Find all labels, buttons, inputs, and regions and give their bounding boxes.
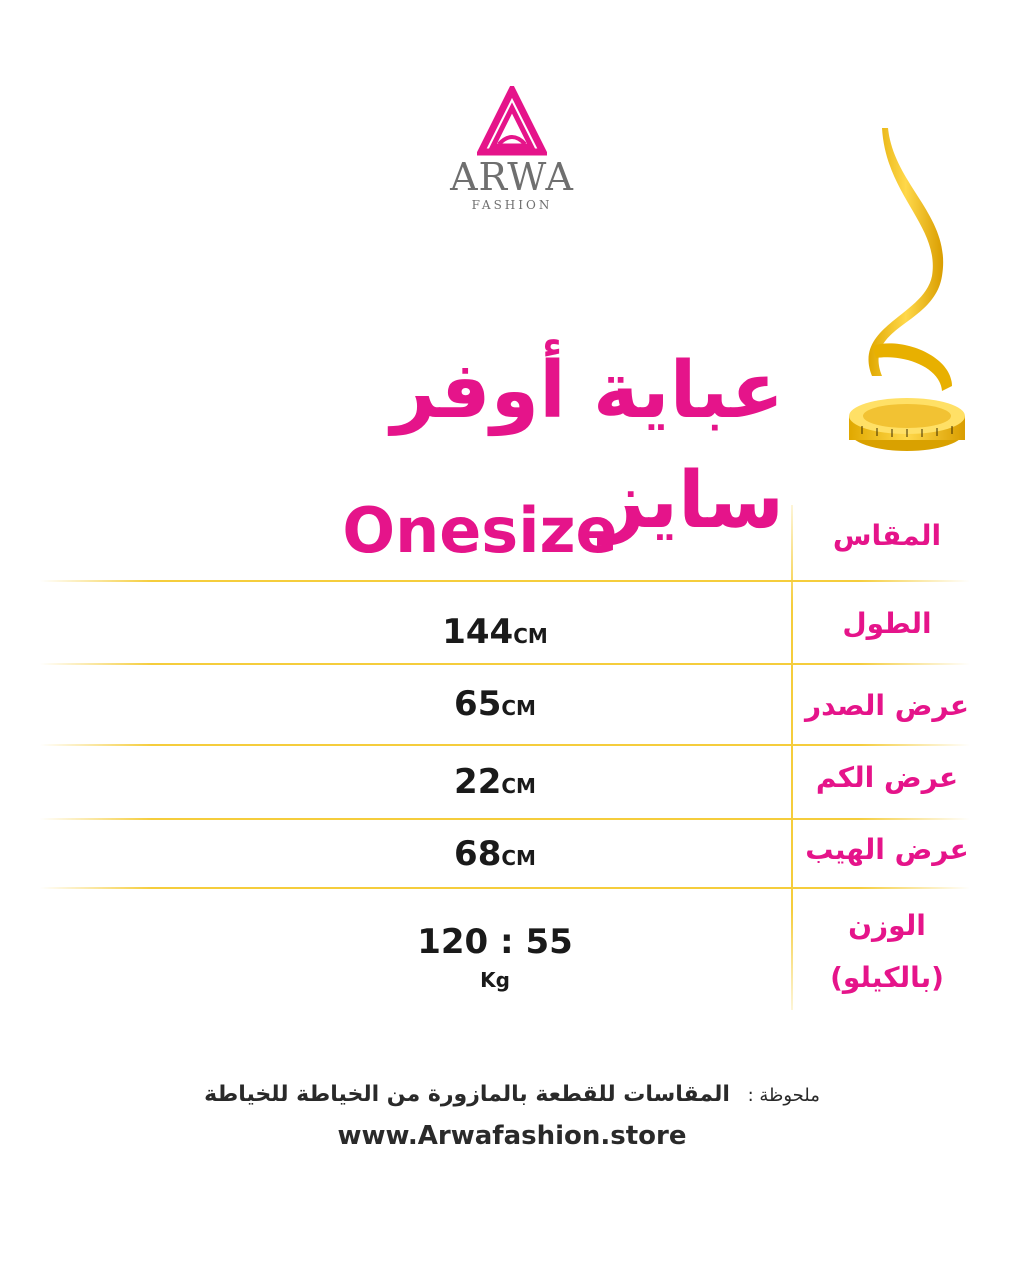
chest-width-value — [40, 684, 950, 724]
table-row-divider — [40, 580, 970, 582]
weight-label-unit: (بالكيلو) — [830, 961, 944, 994]
weight-unit: Kg — [480, 968, 510, 992]
length-label: الطول — [842, 607, 932, 640]
brand-name: ARWA — [450, 155, 574, 199]
page-title: عباية أوفر سايز — [391, 346, 784, 546]
table-row-divider — [40, 663, 970, 665]
brand-subtitle: FASHION — [471, 198, 553, 212]
length-value — [40, 612, 950, 652]
note-prefix: ملحوظة : — [747, 1085, 820, 1106]
size-value: Onesize — [342, 494, 618, 567]
hip-width-label: عرض الهيب — [805, 833, 969, 866]
table-row-divider — [40, 887, 970, 889]
hip-width-value — [40, 834, 950, 874]
chest-width-number: 65 — [454, 684, 502, 724]
hip-width-number: 68 — [454, 834, 502, 874]
note-text: المقاسات للقطعة بالمازورة من الخياطة للخياطة — [204, 1082, 730, 1107]
sleeve-width-number: 22 — [454, 762, 502, 802]
brand-logo — [430, 86, 594, 236]
chest-width-unit: CM — [501, 696, 536, 720]
weight-label: الوزن — [848, 909, 926, 942]
website-url[interactable]: www.Arwafashion.store — [337, 1121, 687, 1151]
sleeve-width-value — [40, 762, 950, 802]
hip-width-unit: CM — [501, 846, 536, 870]
table-row-divider — [40, 744, 970, 746]
weight-value: 120 : 55 — [417, 922, 573, 962]
size-label: المقاس — [832, 519, 942, 552]
measuring-tape-icon — [842, 126, 972, 466]
table-row-divider — [40, 818, 970, 820]
length-number: 144 — [442, 612, 514, 652]
sleeve-width-unit: CM — [501, 774, 536, 798]
chest-width-label: عرض الصدر — [805, 689, 969, 722]
sleeve-width-label: عرض الكم — [815, 761, 959, 794]
measurement-note — [140, 1082, 884, 1107]
arwa-triangle-logo-icon — [477, 86, 547, 156]
length-unit: CM — [513, 624, 548, 648]
